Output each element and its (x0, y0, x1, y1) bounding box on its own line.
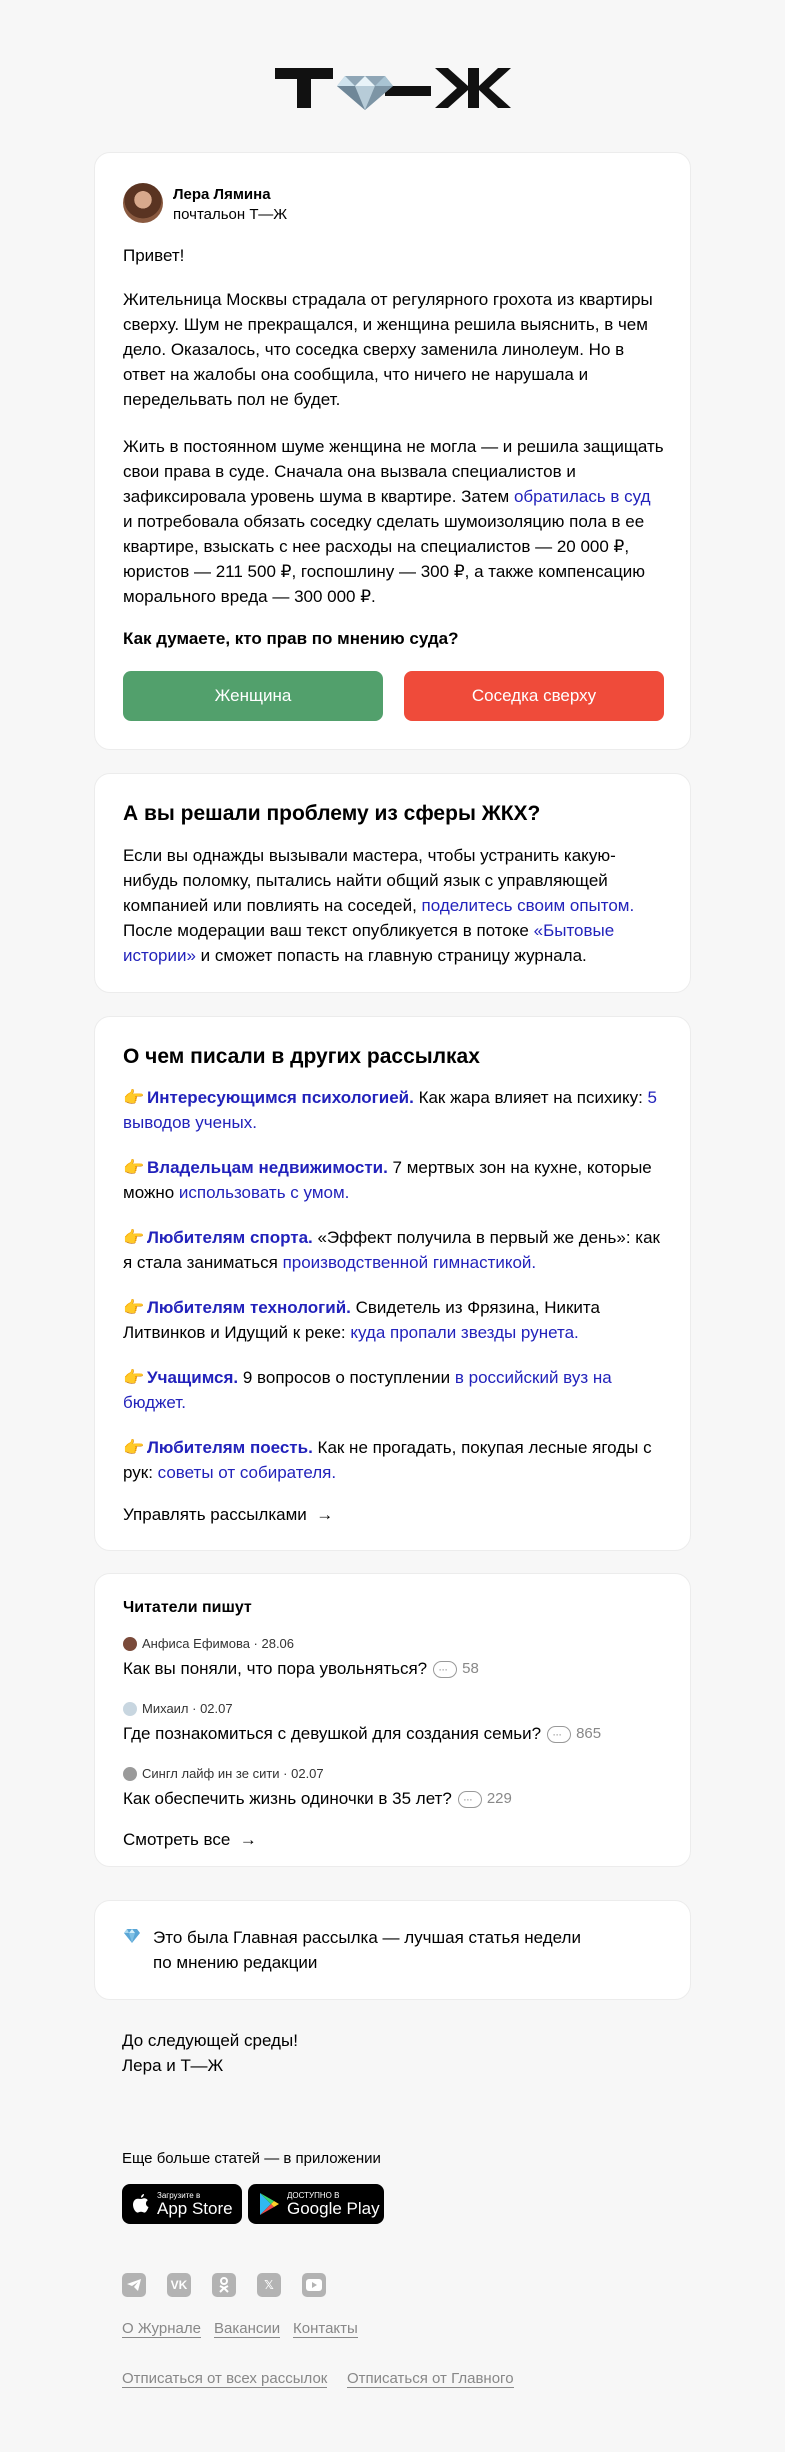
app-store-button[interactable] (122, 2184, 242, 2224)
google-play-text (287, 2191, 380, 2218)
digest-card (94, 1016, 691, 1551)
reader-post[interactable] (123, 1766, 664, 1811)
share-experience-link[interactable]: поделитесь своим опытом. (421, 896, 635, 915)
comment-count: 58 (462, 1660, 479, 1677)
reader-post-author: Анфиса Ефимова · 28.06 (142, 1636, 295, 1651)
pointing-hand-icon: 👉 (123, 1088, 145, 1107)
letter-card (94, 152, 691, 750)
reader-post-meta (123, 1636, 664, 1651)
see-all-link[interactable] (123, 1830, 664, 1850)
reader-post-title: Как вы поняли, что пора увольняться? (123, 1659, 428, 1678)
comment-count: 865 (576, 1725, 602, 1742)
comment-count: 229 (486, 1790, 512, 1807)
reader-post-meta (123, 1766, 664, 1781)
digest-item-study (123, 1365, 664, 1415)
comment-bubble-icon (458, 1791, 482, 1808)
digest-item-text: Свидетель из Фрязина, Никита Литвинков и Идущий к реке: (123, 1298, 600, 1342)
pointing-hand-icon: 👉 (123, 1368, 145, 1387)
digest-item-link[interactable]: производственной гимнастикой. (282, 1253, 537, 1272)
reader-post-title-row (123, 1722, 664, 1746)
app-store-label: App Store (157, 2198, 233, 2218)
author-block (123, 183, 664, 225)
digest-item-bold: Интересующимся психологией. (147, 1088, 414, 1107)
paragraph-2-end: и потребовала обязать соседку сделать шумоизоляцию пола в ее квартире, взыскать с нее расходы на специалистов — 20 000 ₽, юристов — 211 500 ₽, госпошлину — 300 ₽, а также компенсацию морального вреда — 300 000 ₽. (123, 512, 646, 606)
reader-post-title: Где познакомиться с девушкой для создания семьи? (123, 1724, 542, 1743)
signoff-line-1: До следующей среды! (122, 2031, 298, 2050)
main-note-text: Это была Главная рассылка — лучшая статья недели по мнению редакции (153, 1928, 581, 1972)
readers-card (94, 1573, 691, 1867)
digest-item-text: «Эффект получила в первый же день»: как я стала заниматься (123, 1228, 660, 1272)
app-store-caption: Загрузите в (157, 2190, 201, 2200)
tzh-logo[interactable] (0, 64, 785, 114)
court-link[interactable]: обратилась в суд (513, 487, 651, 506)
youtube-icon[interactable] (302, 2273, 326, 2297)
digest-item-bold: Любителям технологий. (147, 1298, 351, 1317)
housing-card (94, 773, 691, 993)
avatar (123, 1702, 137, 1716)
footer-link-about[interactable]: О Журнале (122, 2320, 201, 2337)
manage-subscriptions-link[interactable] (123, 1505, 664, 1525)
reader-post-author: Михаил · 02.07 (142, 1701, 233, 1716)
digest-item-text: 7 мертвых зон на кухне, которые можно (123, 1158, 652, 1202)
reader-post[interactable] (123, 1701, 664, 1746)
digest-item-bold: Любителям поесть. (147, 1438, 313, 1457)
digest-item-link[interactable]: в российский вуз на бюджет. (123, 1368, 612, 1412)
arrow-right-icon: → (239, 1830, 257, 1849)
digest-item-psychology (123, 1085, 664, 1135)
reader-post-title-row (123, 1787, 664, 1811)
comment-bubble-icon (433, 1661, 457, 1678)
odnoklassniki-icon[interactable] (212, 2273, 236, 2297)
digest-item-food (123, 1435, 664, 1485)
see-all-label: Смотреть все (123, 1830, 231, 1849)
digest-item-bold: Любителям спорта. (147, 1228, 313, 1247)
pointing-hand-icon: 👉 (123, 1298, 145, 1317)
pointing-hand-icon: 👉 (123, 1228, 145, 1247)
pointing-hand-icon: 👉 (123, 1158, 145, 1177)
pointing-hand-icon: 👉 (123, 1438, 145, 1457)
diamond-icon (337, 76, 393, 110)
unsubscribe-main-link[interactable]: Отписаться от Главного (347, 2370, 514, 2387)
digest-item-bold: Учащимся. (147, 1368, 239, 1387)
main-note-card (94, 1900, 691, 2000)
digest-item-sport (123, 1225, 664, 1275)
google-play-label: Google Play (287, 2198, 380, 2218)
avatar (123, 183, 163, 223)
reader-post[interactable] (123, 1636, 664, 1681)
housing-text (123, 843, 664, 968)
diamond-icon (123, 1928, 141, 1944)
vote-neighbor-button[interactable]: Соседка сверху (404, 671, 664, 721)
digest-item-link[interactable]: куда пропали звезды рунета. (350, 1323, 579, 1342)
digest-item-text: Как не прогадать, покупая лесные ягоды с рук: (123, 1438, 652, 1482)
google-play-button[interactable] (248, 2184, 384, 2224)
readers-title: Читатели пишут (123, 1599, 252, 1616)
google-play-caption: ДОСТУПНО В (287, 2190, 340, 2200)
housing-text-start: Если вы однажды вызывали мастера, чтобы устранить какую-нибудь поломку, пытались найти общий язык с управляющей компанией или повлиять на соседей, (123, 846, 616, 915)
digest-title: О чем писали в других рассылках (123, 1045, 480, 1068)
poll-buttons (123, 671, 664, 721)
x-icon[interactable]: 𝕏 (257, 2273, 281, 2297)
digest-item-link[interactable]: использовать с умом. (178, 1183, 350, 1202)
housing-text-middle: После модерации ваш текст опубликуется в потоке (123, 921, 534, 940)
reader-post-title-row (123, 1657, 664, 1681)
arrow-right-icon: → (316, 1505, 334, 1524)
household-stories-link[interactable]: «Бытовые истории» (123, 921, 615, 965)
reader-post-title: Как обеспечить жизнь одиночки в 35 лет? (123, 1789, 452, 1808)
digest-item-text: Как жара влияет на психику: (413, 1088, 648, 1107)
manage-label: Управлять рассылками (123, 1505, 307, 1524)
avatar (123, 1637, 137, 1651)
apple-icon (132, 2193, 150, 2215)
telegram-icon[interactable] (122, 2273, 146, 2297)
vote-woman-button[interactable]: Женщина (123, 671, 383, 721)
unsubscribe-all-link[interactable]: Отписаться от всех рассылок (122, 2370, 328, 2387)
app-store-text (157, 2191, 233, 2218)
paragraph-2-start: Жить в постоянном шуме женщина не могла — и решила защищать свои права в суде. Сначала она вызвала специалистов и зафиксировала уровень шума в квартире. Затем (123, 437, 664, 506)
digest-item-tech (123, 1295, 664, 1345)
digest-item-bold: Владельцам недвижимости. (147, 1158, 388, 1177)
greeting: Привет! (123, 246, 185, 265)
signoff-line-2: Лера и Т—Ж (122, 2056, 224, 2075)
reader-post-author: Сингл лайф ин зе сити · 02.07 (142, 1766, 324, 1781)
digest-item-link[interactable]: советы от собирателя. (157, 1463, 337, 1482)
comment-bubble-icon (547, 1726, 571, 1743)
apps-title: Еще больше статей — в приложении (122, 2150, 381, 2167)
poll-question: Как думаете, кто прав по мнению суда? (123, 629, 459, 648)
footer-link-contacts[interactable]: Контакты (293, 2320, 358, 2337)
paragraph-2 (123, 434, 664, 609)
vk-icon[interactable]: VK (167, 2273, 191, 2297)
author-role: почтальон Т—Ж (173, 206, 288, 223)
logo-graphic (275, 64, 511, 112)
digest-item-realty (123, 1155, 664, 1205)
housing-text-end: и сможет попасть на главную страницу журнала. (195, 946, 587, 965)
housing-title: А вы решали проблему из сферы ЖКХ? (123, 802, 541, 825)
author-name: Лера Лямина (173, 186, 271, 203)
paragraph-1: Жительница Москвы страдала от регулярного грохота из квартиры сверху. Шум не прекращался, и женщина решила выяснить, в чем дело. Оказалось, что соседка сверху заменила линолеум. Но в ответ на жалобы она сообщила, что ничего не нарушала и передельвать пол не будет. (123, 290, 653, 409)
footer-link-jobs[interactable]: Вакансии (214, 2320, 281, 2337)
digest-item-text: 9 вопросов о поступлении (238, 1368, 455, 1387)
digest-item-link[interactable]: 5 выводов ученых. (123, 1088, 658, 1132)
reader-post-meta (123, 1701, 664, 1716)
google-play-icon (258, 2192, 280, 2216)
avatar (123, 1767, 137, 1781)
